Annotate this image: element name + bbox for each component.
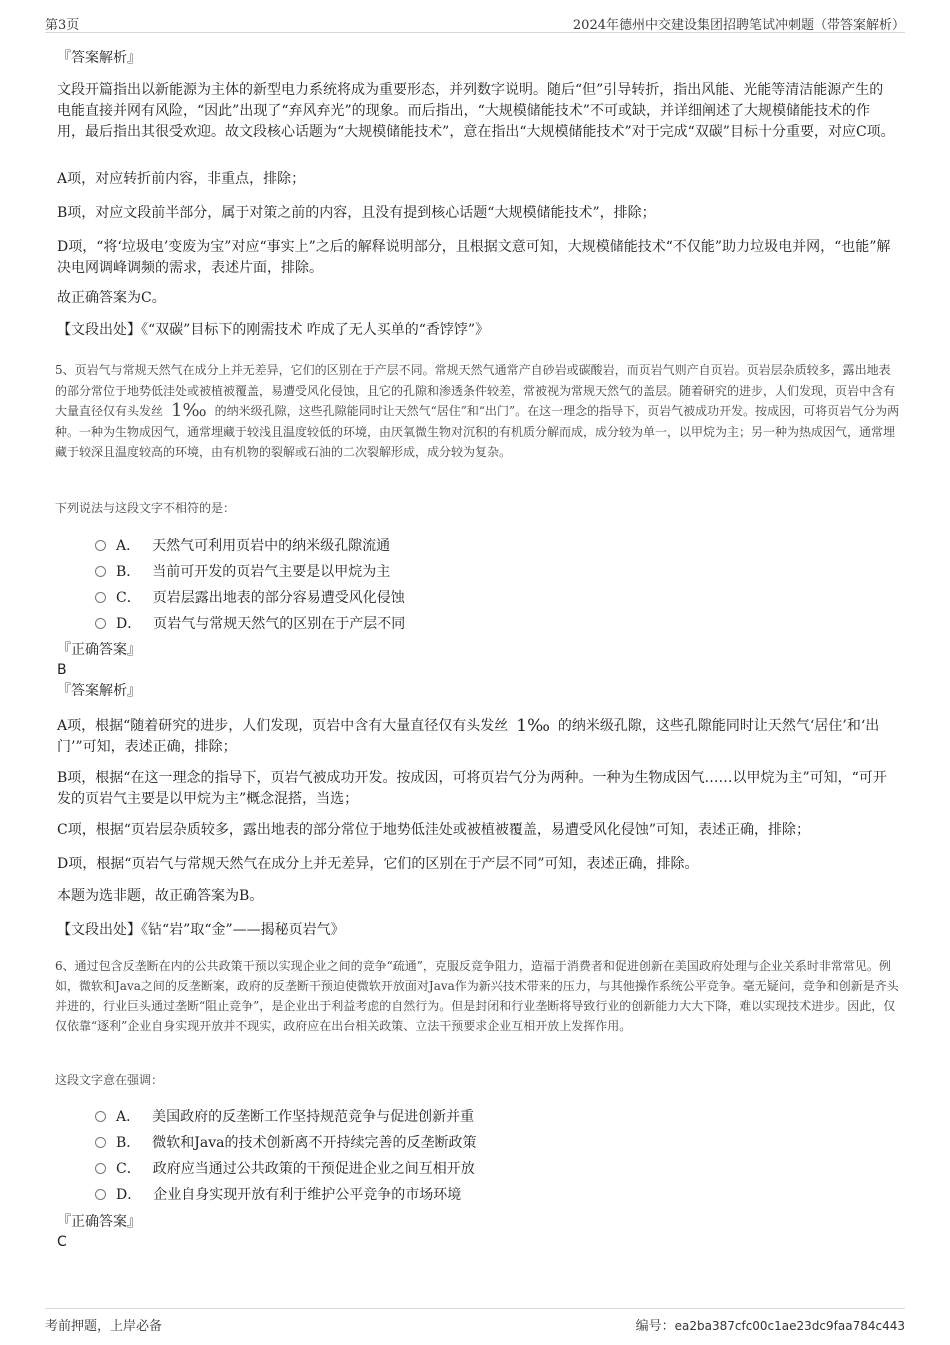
q5-analysis-option-a: A项，根据“随着研究的进步，人们发现，页岩中含有大量直径仅有头发丝 1‰ 的纳米级孔隙，这些孔隙能同时让天然气‘居住’和‘出门’”可知，表述正确，排除； xyxy=(57,716,880,755)
radio-icon[interactable] xyxy=(95,618,106,629)
q4-analysis-paragraph: 文段开篇指出以新能源为主体的新型电力系统将成为重要形态，并列数字说明。随后“但”引导转折，指出风能、光能等清洁能源产生的电能直接并网有风险，“因此”出现了“弃风弃光”的现象。而后指出，“大规模储能技术”不可或缺，并详细阐述了大规模储能技术的作用，最后指出其很受欢迎。故文段核心话题为“大规模储能技术”，意在指出“大规模储能技术”对于完成“双碳”目标十分重要，对应C项。 xyxy=(57,82,895,140)
q5-source: 【文段出处】《钻“岩”取“金”——揭秘页岩气》 xyxy=(57,922,345,938)
q6-option-c[interactable]: C． 政府应当通过公共政策的干预促进企业之间互相开放 xyxy=(95,1159,475,1179)
footer-slogan: 考前押题，上岸必备 xyxy=(45,1319,163,1334)
page-header xyxy=(45,14,905,33)
page-number: 第3页 xyxy=(45,18,80,33)
q4-analysis-label: 『答案解析』 xyxy=(57,50,141,66)
q4-analysis-option-a: A项，对应转折前内容，非重点，排除； xyxy=(57,171,306,187)
q5-answer: B xyxy=(57,662,67,678)
q6-option-d[interactable]: D． 企业自身实现开放有利于维护公平竞争的市场环境 xyxy=(95,1185,461,1205)
q6-passage: 6、通过包含反垄断在内的公共政策干预以实现企业之间的竞争“疏通”，克服反竞争阻力，造福于消费者和促进创新在美国政府处理与企业关系时非常常见。例如，微软和Java之间的反垄断案，政府的反垄断干预迫使微软开放面对Java作为新兴技术带来的压力，与其他操作系统公平竞争。毫无疑问，竞争和创新是齐头并进的，行业巨头通过垄断“阻止竞争”，是企业出于利益考虑的自然行为。但是封闭和行业垄断将导致行业的创新能力大大下降，难以实现技术进步。因此，仅仅依靠“逐利”企业自身实现开放并不现实，政府应在出台相关政策、立法干预要求企业互相开放上发挥作用。 xyxy=(55,959,899,1033)
q6-option-b[interactable]: B． 微软和Java的技术创新离不开持续完善的反垄断政策 xyxy=(95,1133,477,1153)
q5-option-c[interactable]: C． 页岩层露出地表的部分容易遭受风化侵蚀 xyxy=(95,588,405,608)
q5-conclusion: 本题为选非题，故正确答案为B。 xyxy=(57,888,264,904)
q5-answer-label: 『正确答案』 xyxy=(57,642,141,658)
q5-option-b[interactable]: B． 当前可开发的页岩气主要是以甲烷为主 xyxy=(95,562,390,582)
q5-passage: 5、页岩气与常规天然气在成分上并无差异，它们的区别在于产层不同。常规天然气通常产自砂岩或碳酸岩，而页岩气则产自页岩。页岩层杂质较多，露出地表的部分常位于地势低洼处或被植被覆盖，易遭受风化侵蚀，且它的孔隙和渗透条件较差，常被视为常规天然气的盖层。随着研究的进步，人们发现，页岩中含有大量直径仅有头发丝 1‰ 的纳米级孔隙，这些孔隙能同时让天然气“居住”和“出门”。在这一理念的指导下，页岩气被成功开发。按成因，可将页岩气分为两种。一种为生物成因气，通常埋藏于较浅且温度较低的环境，由厌氧微生物对沉积的有机质分解而成，成分较为单一，以甲烷为主；另一种为热成因气，通常埋藏于较深且温度较高的环境，由有机物的裂解或石油的二次裂解形成，成分较为复杂。 xyxy=(55,363,900,459)
q5-analysis-option-b: B项，根据“在这一理念的指导下，页岩气被成功开发。按成因，可将页岩气分为两种。一种为生物成因气……以甲烷为主”可知，“可开发的页岩气主要是以甲烷为主”概念混搭，当选； xyxy=(57,770,887,807)
radio-icon[interactable] xyxy=(95,566,106,577)
q5-analysis-label: 『答案解析』 xyxy=(57,683,141,699)
q5-option-d[interactable]: D． 页岩气与常规天然气的区别在于产层不同 xyxy=(95,614,405,634)
per-mille-fraction: 1‰ xyxy=(171,400,207,421)
q6-answer: C xyxy=(57,1234,67,1250)
document-code: 编号：ea2ba387cfc00c1ae23dc9faa784c443 xyxy=(635,1319,905,1334)
q5-analysis-option-c: C项，根据“页岩层杂质较多，露出地表的部分常位于地势低洼处或被植被覆盖，易遭受风化侵蚀”可知，表述正确，排除； xyxy=(57,822,811,838)
radio-icon[interactable] xyxy=(95,540,106,551)
q6-option-a[interactable]: A． 美国政府的反垄断工作坚持规范竞争与促进创新并重 xyxy=(95,1107,474,1127)
q6-question: 这段文字意在强调： xyxy=(55,1073,164,1087)
radio-icon[interactable] xyxy=(95,1163,106,1174)
per-mille-fraction: 1‰ xyxy=(516,716,550,736)
q5-option-a[interactable]: A． 天然气可利用页岩中的纳米级孔隙流通 xyxy=(95,536,390,556)
q5-analysis-option-d: D项，根据“页岩气与常规天然气在成分上并无差异，它们的区别在于产层不同”可知，表述正确，排除。 xyxy=(57,856,699,872)
q6-answer-label: 『正确答案』 xyxy=(57,1214,141,1230)
radio-icon[interactable] xyxy=(95,1189,106,1200)
page-footer xyxy=(45,1308,905,1335)
radio-icon[interactable] xyxy=(95,1137,106,1148)
q4-analysis-option-b: B项，对应文段前半部分，属于对策之前的内容，且没有提到核心话题“大规模储能技术”，排除； xyxy=(57,205,656,221)
q4-analysis-option-d: D项，“将‘垃圾电’变废为宝”对应“事实上”之后的解释说明部分，且根据文意可知，大规模储能技术“不仅能”助力垃圾电并网，“也能”解决电网调峰调频的需求，表述片面，排除。 xyxy=(57,239,891,276)
q4-source: 【文段出处】《“双碳”目标下的刚需技术 咋成了无人买单的“香饽饽”》 xyxy=(57,322,490,338)
radio-icon[interactable] xyxy=(95,592,106,603)
radio-icon[interactable] xyxy=(95,1111,106,1122)
q4-conclusion: 故正确答案为C。 xyxy=(57,290,166,306)
q5-question: 下列说法与这段文字不相符的是： xyxy=(55,501,236,515)
document-title: 2024年德州中交建设集团招聘笔试冲刺题（带答案解析） xyxy=(572,18,905,33)
